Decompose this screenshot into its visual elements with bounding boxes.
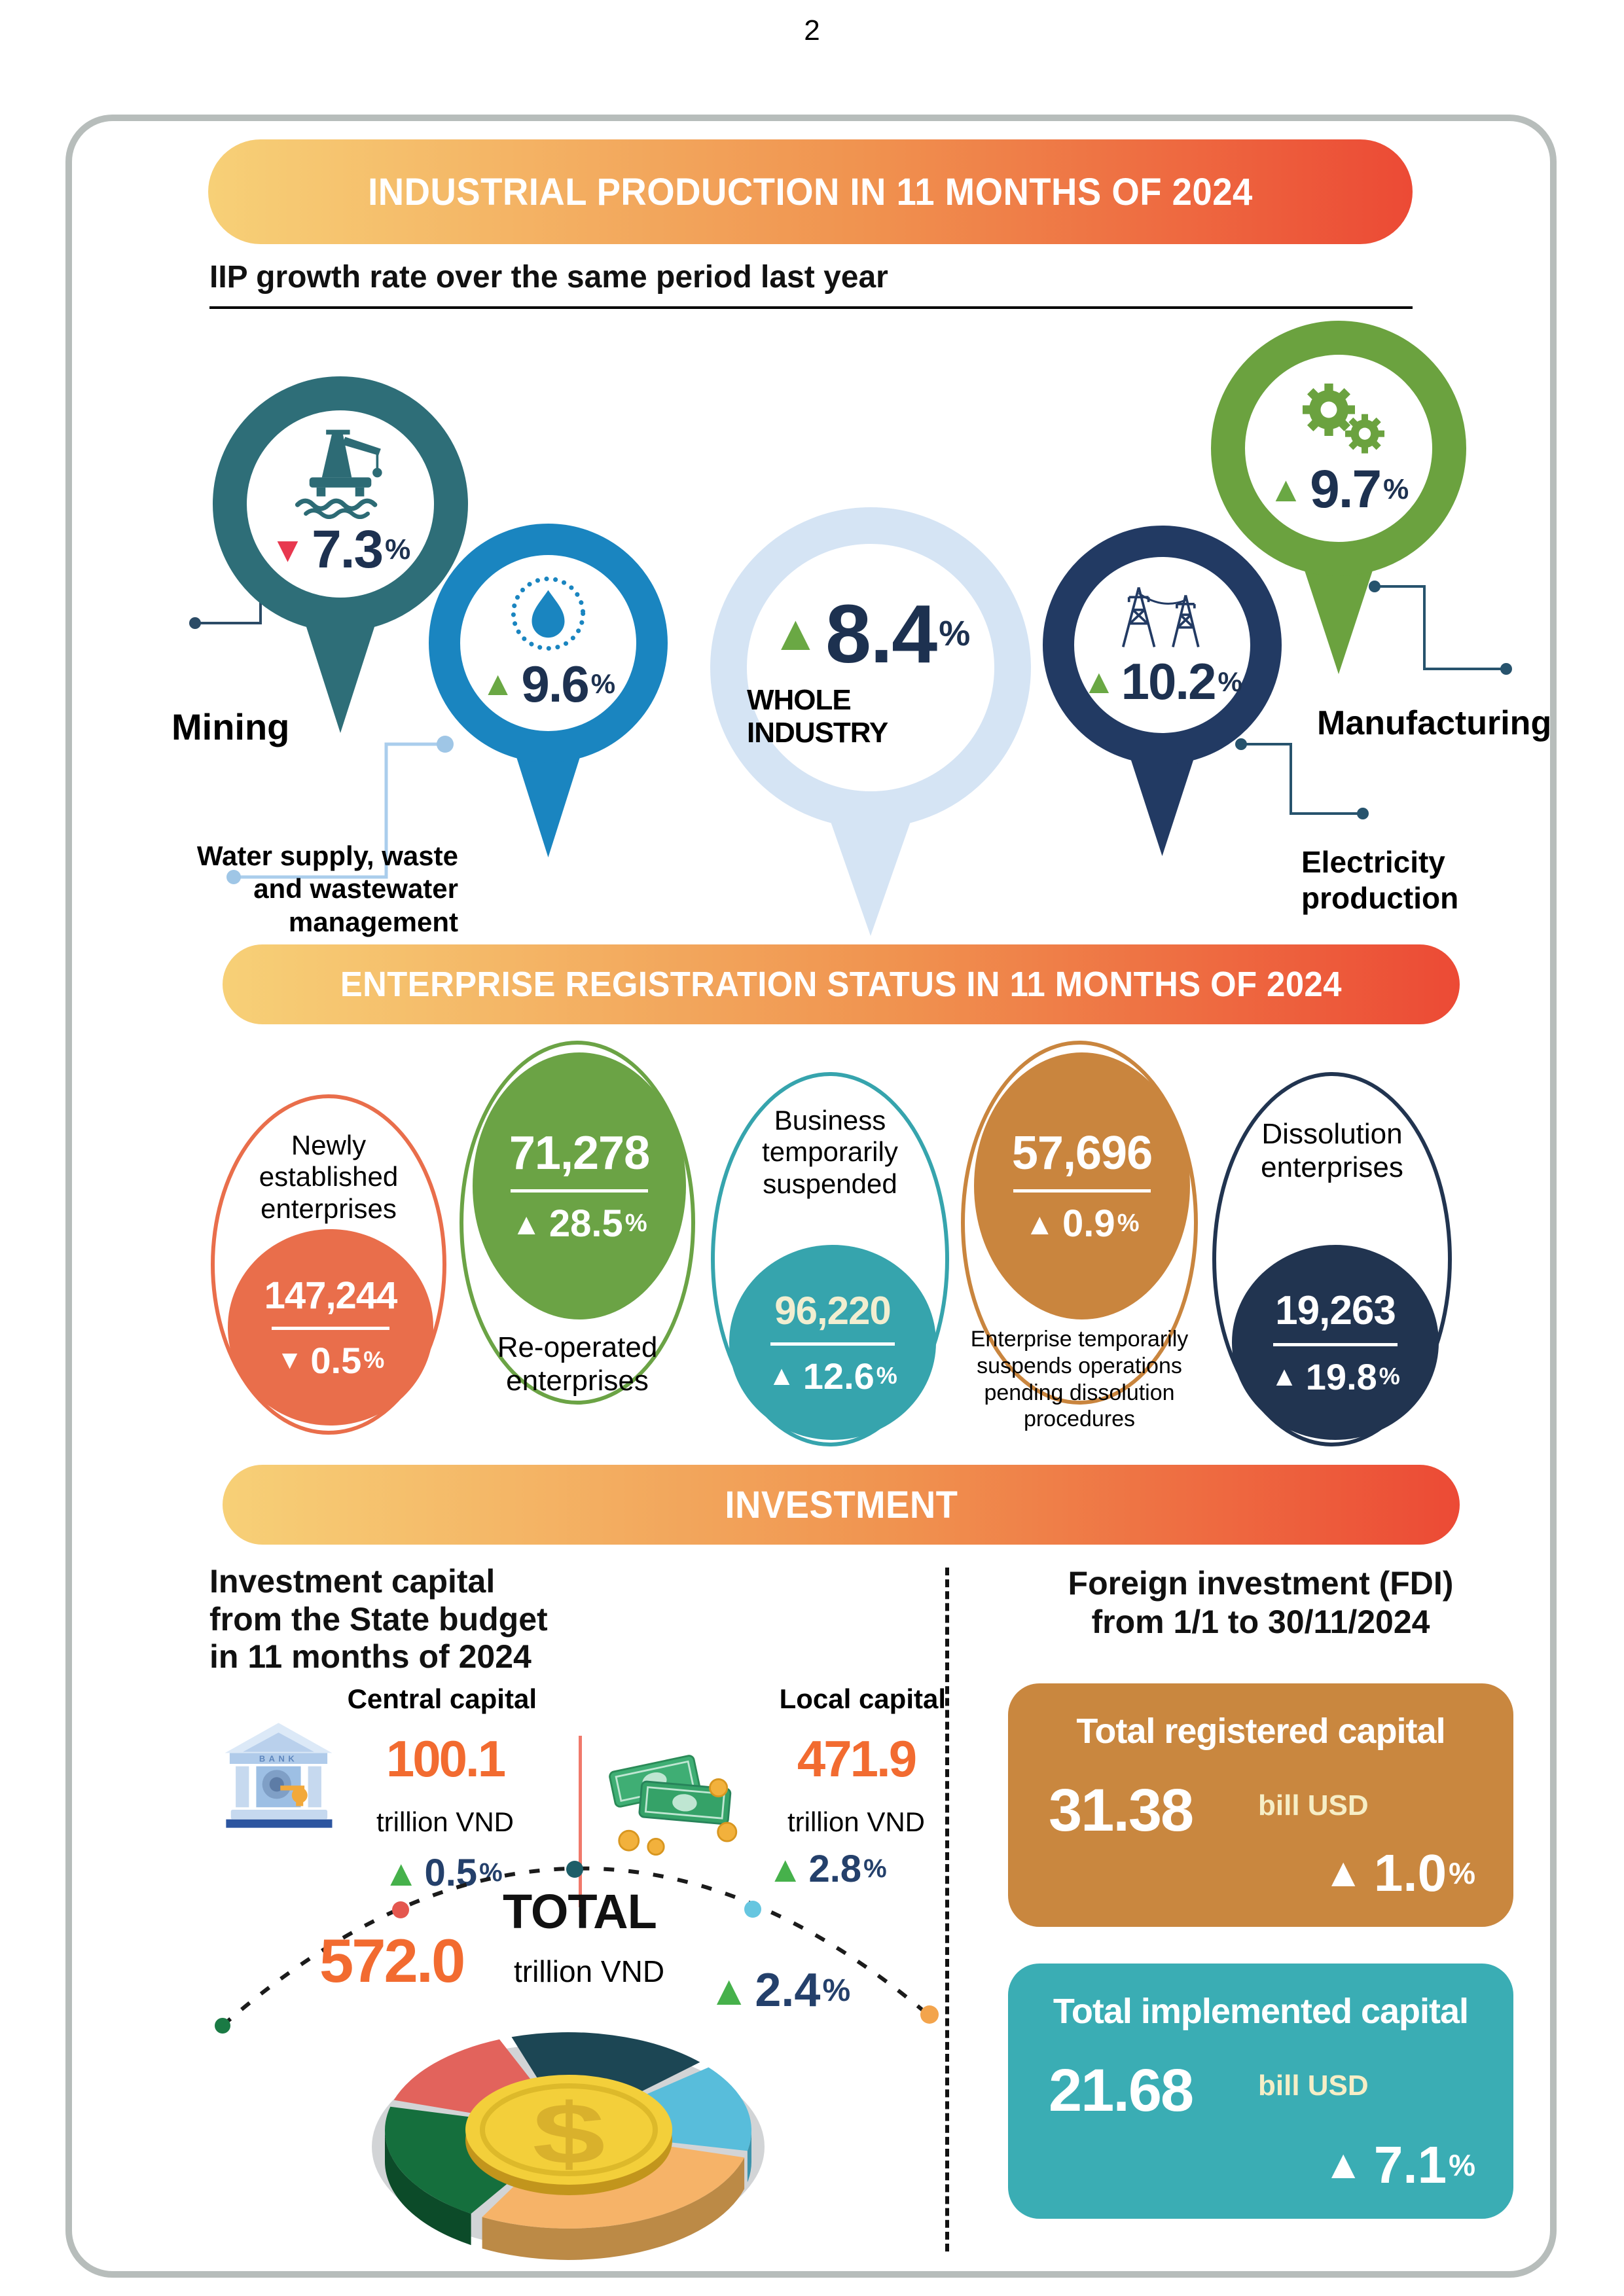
up-triangle-icon: ▲	[1024, 1206, 1055, 1241]
card-percent: ▲ 7.1 %	[1323, 2136, 1475, 2194]
total-value: 572.0	[319, 1926, 464, 1995]
card-reoperated	[460, 1041, 695, 1405]
local-capital-value: 471.9	[797, 1730, 916, 1787]
pin-manufacturing	[1211, 321, 1466, 576]
total-percent: ▲ 2.4 %	[708, 1964, 851, 2017]
manufacturing-label: Manufacturing	[1317, 704, 1552, 742]
card-newly-established	[211, 1094, 446, 1435]
arc-dot-orange	[920, 2005, 939, 2024]
down-triangle-icon: ▼	[270, 530, 306, 569]
pin-ring	[1211, 321, 1466, 576]
up-triangle-icon: ▲	[768, 1360, 795, 1391]
card-label: Newly established enterprises	[259, 1130, 399, 1224]
fdi-heading: Foreign investment (FDI) from 1/1 to 30/11/2024	[1068, 1565, 1454, 1640]
power-towers-icon	[1108, 579, 1216, 652]
investment-donut-chart	[357, 1990, 802, 2278]
whole-industry-value: ▲ 8.4 %	[770, 587, 971, 680]
water-label: Water supply, waste and wastewater management	[196, 840, 458, 937]
investment-banner	[223, 1465, 1460, 1545]
up-triangle-icon: ▲	[1323, 2142, 1363, 2187]
electricity-value: ▲ 10.2 %	[1082, 653, 1242, 710]
central-capital-unit: trillion VND	[376, 1806, 514, 1837]
arc-dot-teal	[566, 1861, 583, 1878]
card-value-bubble: 96,220 ▲ 12.6 %	[729, 1245, 936, 1440]
investment-banner-text: INVESTMENT	[724, 1483, 958, 1526]
card-value-bubble: 57,696 ▲ 0.9 %	[974, 1052, 1190, 1319]
card-temporarily-suspended	[711, 1072, 949, 1446]
card-pending-dissolution	[961, 1041, 1198, 1432]
dollar-coin-icon	[465, 2075, 672, 2195]
fdi-registered-card	[1008, 1683, 1513, 1927]
card-percent: ▲ 12.6 %	[768, 1355, 897, 1397]
local-capital-label: Local capital	[779, 1683, 946, 1714]
up-triangle-icon: ▲	[1268, 469, 1304, 509]
page-number: 2	[804, 14, 820, 46]
card-label: Re-operated enterprises	[497, 1331, 658, 1397]
card-value-bubble: 147,244 ▼ 0.5 %	[228, 1229, 433, 1426]
water-value: ▲ 9.6 %	[480, 655, 616, 713]
iip-subtitle: IIP growth rate over the same period last year	[209, 260, 888, 295]
fdi-implemented-card	[1008, 1964, 1513, 2219]
card-value-bubble: 71,278 ▲ 28.5 %	[473, 1052, 686, 1319]
manufacturing-connector	[1369, 581, 1512, 675]
industrial-banner-text: INDUSTRIAL PRODUCTION IN 11 MONTHS OF 2024	[368, 170, 1253, 213]
central-capital-value: 100.1	[386, 1730, 505, 1787]
card-label: Dissolution enterprises	[1261, 1118, 1403, 1183]
svg-text:BANK: BANK	[259, 1753, 298, 1764]
card-percent: ▲ 28.5 %	[511, 1202, 647, 1245]
pin-ring	[429, 524, 668, 762]
card-percent: ▲ 19.8 %	[1271, 1355, 1400, 1397]
svg-text:$: $	[532, 2085, 605, 2182]
arc-dot-red	[392, 1901, 409, 1918]
arc-dot-lightblue	[744, 1901, 761, 1918]
enterprise-banner	[223, 944, 1460, 1024]
up-triangle-icon: ▲	[383, 1852, 420, 1893]
divider	[511, 1189, 648, 1193]
card-percent: ▼ 0.5 %	[276, 1339, 385, 1381]
card-label: Business temporarily suspended	[762, 1105, 898, 1199]
mining-label: Mining	[171, 706, 290, 747]
local-capital-percent: ▲ 2.8 %	[767, 1848, 887, 1890]
card-value-bubble: 19,263 ▲ 19.8 %	[1232, 1245, 1439, 1440]
card-dissolution	[1212, 1072, 1452, 1446]
divider	[272, 1327, 389, 1330]
total-unit: trillion VND	[514, 1954, 665, 1988]
card-label: Enterprise temporarily suspends operations pending dissolution procedures	[970, 1327, 1189, 1432]
divider	[770, 1342, 895, 1346]
electricity-label: Electricity production	[1301, 845, 1459, 916]
central-capital-percent: ▲ 0.5 %	[383, 1852, 503, 1894]
down-triangle-icon: ▼	[276, 1346, 303, 1374]
pin-water-supply	[429, 524, 668, 762]
divider	[1273, 1343, 1398, 1346]
card-title: Total registered capital	[1076, 1712, 1445, 1751]
mining-value: ▼ 7.3 %	[270, 520, 411, 579]
gears-icon	[1283, 377, 1394, 459]
pin-ring	[710, 507, 1031, 828]
card-title: Total implemented capital	[1053, 1992, 1469, 2031]
divider	[1013, 1189, 1151, 1193]
enterprise-banner-text: ENTERPRISE REGISTRATION STATUS IN 11 MONTHS OF 2024	[340, 965, 1343, 1004]
up-triangle-icon: ▲	[1082, 662, 1116, 701]
up-triangle-icon: ▲	[767, 1848, 804, 1890]
local-capital-unit: trillion VND	[787, 1806, 926, 1837]
up-triangle-icon: ▲	[480, 665, 515, 703]
up-triangle-icon: ▲	[770, 605, 821, 661]
water-drop-icon	[507, 573, 589, 655]
manufacturing-value: ▲ 9.7 %	[1268, 459, 1409, 519]
pin-whole-industry	[710, 507, 1031, 828]
total-label: TOTAL	[503, 1884, 657, 1939]
oil-rig-icon	[275, 427, 406, 519]
card-percent: ▲ 0.9 %	[1024, 1202, 1140, 1245]
card-percent: ▲ 1.0 %	[1323, 1844, 1475, 1902]
whole-industry-label: WHOLE INDUSTRY	[747, 683, 888, 749]
up-triangle-icon: ▲	[1323, 1850, 1363, 1895]
central-capital-label: Central capital	[347, 1683, 537, 1714]
card-unit: bill USD	[1258, 2070, 1369, 2102]
card-value: 31.38	[1049, 1777, 1193, 1844]
state-budget-heading: Investment capital from the State budget in 11 months of 2024	[209, 1563, 548, 1675]
card-unit: bill USD	[1258, 1789, 1369, 1821]
up-triangle-icon: ▲	[1271, 1361, 1298, 1391]
up-triangle-icon: ▲	[708, 1967, 750, 2014]
card-value: 21.68	[1049, 2057, 1193, 2124]
up-triangle-icon: ▲	[511, 1206, 541, 1241]
arc-dot-green	[215, 2018, 230, 2034]
